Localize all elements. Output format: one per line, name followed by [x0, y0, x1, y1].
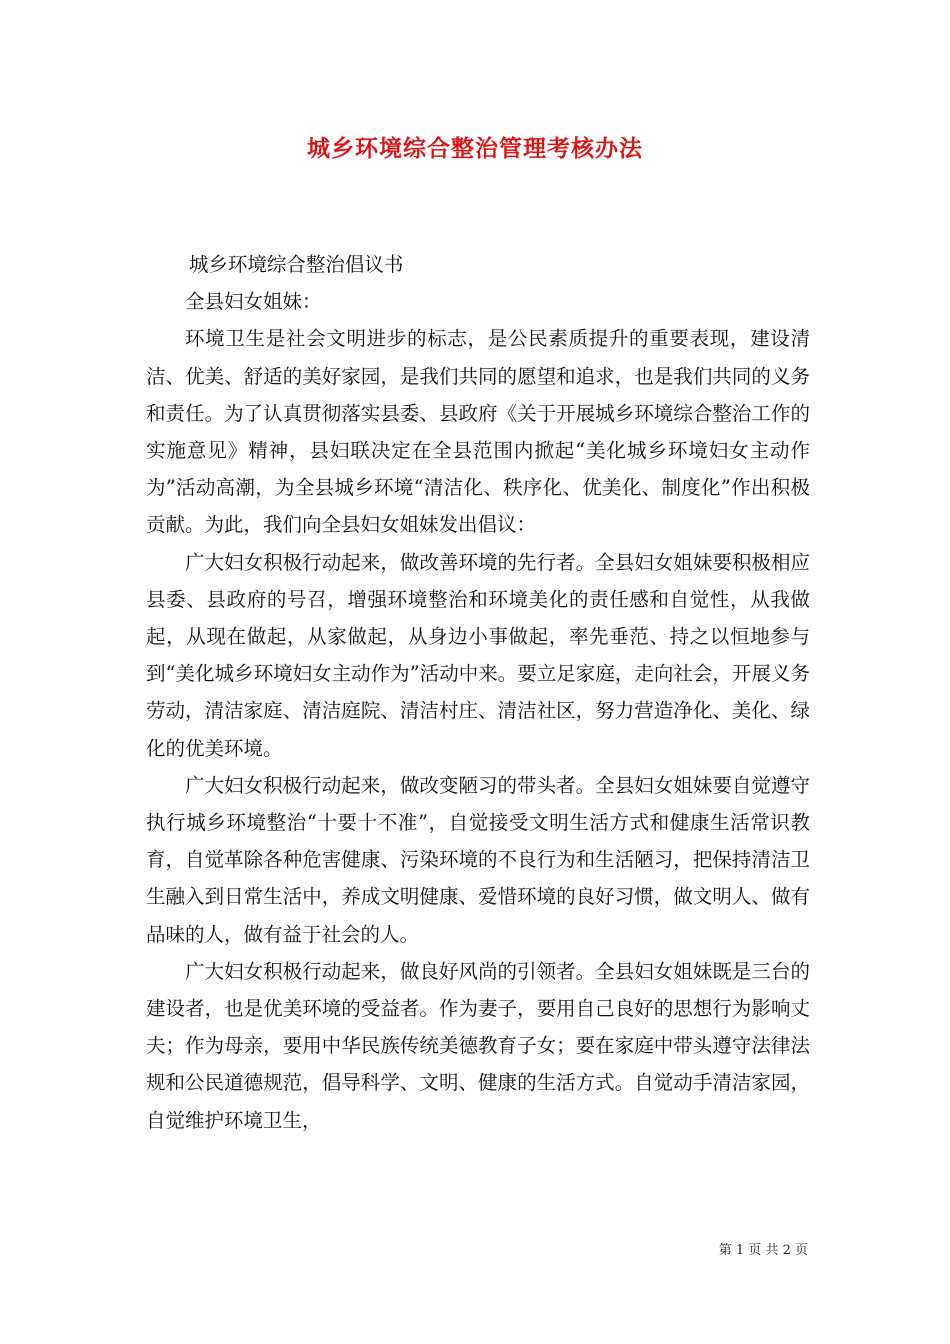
page-number: 第 1 页 共 2 页 [718, 1243, 808, 1258]
page-title: 城乡环境综合整治管理考核办法 [307, 135, 643, 162]
paragraph-1: 环境卫生是社会文明进步的标志，是公民素质提升的重要表现，建设清洁、优美、舒适的美好家园，是我们共同的愿望和追求，也是我们共同的义务和责任。为了认真贯彻落实县委、县政府《关于开展城乡环境综合整治工作的实施意见》精神，县妇联决定在全县范围内掀起“美化城乡环境妇女主动作为”活动高潮，为全县城乡环境“清洁化、秩序化、优美化、制度化”作出积极贡献。为此，我们向全县妇女姐妹发出倡议： [146, 327, 810, 537]
paragraph-2: 广大妇女积极行动起来，做改善环境的先行者。全县妇女姐妹要积极相应县委、县政府的号召，增强环境整治和环境美化的责任感和自觉性，从我做起，从现在做起，从家做起，从身边小事做起，率先垂范、持之以恒地参与到“美化城乡环境妇女主动作为”活动中来。要立足家庭，走向社会，开展义务劳动，清洁家庭、清洁庭院、清洁村庄、清洁社区，努力营造净化、美化、绿化的优美环境。 [146, 550, 810, 760]
document-body [146, 246, 810, 1139]
paragraph-3: 广大妇女积极行动起来，做改变陋习的带头者。全县妇女姐妹要自觉遵守执行城乡环境整治“十要十不准”，自觉接受文明生活方式和健康生活常识教育，自觉革除各种危害健康、污染环境的不良行为和生活陋习，把保持清洁卫生融入到日常生活中，养成文明健康、爱惜环境的良好习惯，做文明人、做有品味的人，做有益于社会的人。 [146, 773, 810, 946]
greeting: 全县妇女姐妹： [185, 290, 322, 314]
document-subtitle: 城乡环境综合整治倡议书 [188, 253, 404, 276]
paragraph-4: 广大妇女积极行动起来，做良好风尚的引领者。全县妇女姐妹既是三台的建设者，也是优美环境的受益者。作为妻子，要用自己良好的思想行为影响丈夫；作为母亲，要用中华民族传统美德教育子女；要在家庭中带头遵守法律法规和公民道德规范，倡导科学、文明、健康的生活方式。自觉动手清洁家园，自觉维护环境卫生， [146, 959, 810, 1132]
